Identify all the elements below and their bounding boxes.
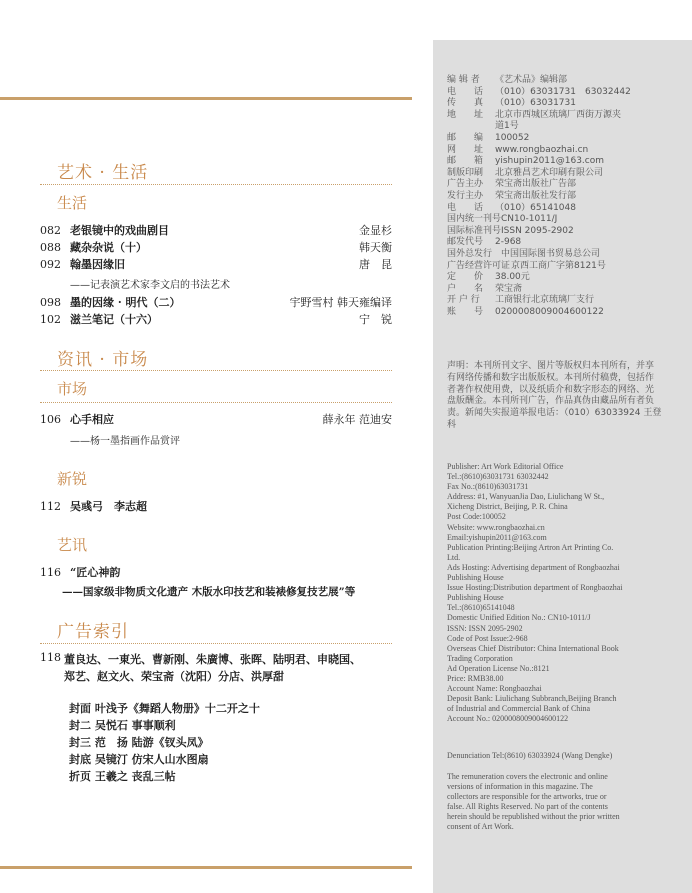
page-number: 082: [40, 224, 61, 237]
dotted-divider: [40, 402, 392, 403]
colophon-row: 编 辑 者 《艺术品》编辑部: [447, 75, 568, 85]
page-number: 106: [40, 413, 61, 426]
subsection-title-new-talent: 新锐: [57, 470, 88, 488]
bottom-gold-rule: [0, 866, 412, 869]
cover-credit: 折页 王羲之 丧乱三帖: [69, 770, 176, 783]
cover-credit: 封二 吴悦石 事事顺利: [69, 719, 176, 732]
colophon-row: 传 真 （010）63031731: [447, 98, 576, 109]
toc-entry[interactable]: [40, 241, 392, 255]
toc-entry[interactable]: [40, 313, 392, 327]
colophon-row: 国外总发行 中国国际图书贸易总公司: [447, 248, 601, 259]
article-author: 宁 锐: [359, 313, 392, 326]
article-title: 吴彧弓 李志超: [70, 500, 147, 513]
top-gold-rule: [0, 97, 412, 100]
article-subtitle: ——记表演艺术家李文启的书法艺术: [70, 280, 230, 291]
article-subtitle: ——国家级非物质文化遗产 木版水印技艺和装裱修复技艺展”等: [62, 586, 356, 598]
colophon-row: 定 价 38.00元: [447, 272, 530, 283]
article-title: 滋兰笔记（十六）: [70, 313, 158, 326]
colophon-row: 道1号: [495, 121, 519, 132]
cover-credit: 封底 吴镜汀 仿宋人山水图扇: [69, 753, 209, 766]
colophon-row: 广告经营许可证京西工商广字第8121号: [447, 260, 606, 271]
advertiser-list-line: 董良达、一東光、曹新刚、朱廣博、张晖、陆明君、申晓国、: [64, 653, 361, 666]
page-number: 116: [40, 566, 61, 579]
article-author: 金显杉: [359, 224, 392, 237]
article-title: 老银镜中的戏曲剧目: [70, 224, 169, 237]
remuneration-notice-en: The remuneration covers the electronic and online versions of information in this magazine. The collectors are responsible for the artworks, true or false. All Rights Reserved. No part of the contents herein should be republished without the prior written consent of Art Work.: [447, 772, 620, 832]
article-title: 心手相应: [70, 413, 114, 426]
toc-entry[interactable]: [40, 413, 392, 427]
toc-entry[interactable]: [40, 224, 392, 238]
article-author: 唐 昆: [359, 258, 392, 271]
article-author: 韩天衡: [359, 241, 392, 254]
page-number: 092: [40, 258, 61, 271]
dotted-divider: [40, 370, 392, 371]
toc-entry[interactable]: [40, 258, 392, 272]
colophon-row: 国际标准刊号ISSN 2095-2902: [447, 225, 574, 236]
colophon-row: 地 址 北京市西城区琉璃厂西街万源夹: [447, 109, 622, 120]
colophon-row: 邮 箱 yishupin2011@163.com: [447, 156, 605, 167]
article-title: 藏杂杂说（十）: [70, 241, 147, 254]
article-author: 宇野雪村 韩天雍编译: [289, 296, 392, 309]
en-colophon: Publisher: Art Work Editorial Office Tel.:(8610)63031731 63032442 Fax No.:(8610)63031731 Address: #1, WanyuanJia Dao, Liulichang W St., Xicheng District, Beijing, P. R. China Post Code:100052 Website: www.rongbaozhai.cn Email:yishupin2011@163.com Publication Printing:Beijing Artron Art Printing Co. Ltd. Ads Hosting: Advertising department of Rongbaozhai Publishing House Issue Hosting:Distribution department of Rongbaozhai Publishing House Tel.:(8610)65141048 Domestic Unified Edition No.: CN10-1011/J ISSN: ISSN 2095-2902 Code of Post Issue:2-968 Overseas Chief Distributor: China International Book Trading Corporation Ad Operation License No.:8121 Price: RMB38.00 Account Name: Rongbaozhai Deposit Bank: Liulichang Subbranch,Beijing Branch of Industrial and Commercial Bank of China Account No.: 0200008009004600122: [447, 462, 623, 724]
subsection-title-market: 市场: [57, 380, 88, 398]
colophon-row: 户 名 荣宝斋: [447, 283, 523, 294]
copyright-notice-cn: 声明：本刊所刊文字、图片等版权归本刊所有，并享有网络传播和数字出版版权。本刊所付稿费，包括作者著作权使用费，以及纸质介和数字形态的网络、光盘版酬金。本刊所刊广告，作品真伪由藏品所有者负责。新闻失实报道举报电话：（010）63033924 王登科: [447, 361, 662, 430]
article-title: 翰墨因缘旧: [70, 258, 125, 271]
article-title: “匠心神韵: [70, 566, 121, 579]
colophon-row: 电 话 （010）63031731 63032442: [447, 86, 631, 97]
colophon-row: 账 号 0200008009004600122: [447, 306, 604, 317]
cn-colophon: [447, 75, 631, 318]
subsection-title-art-news: 艺讯: [57, 536, 88, 554]
cover-credit: 封三 范 扬 陆游《钗头凤》: [69, 736, 209, 749]
toc-entry[interactable]: [40, 500, 392, 514]
cover-credit: 封面 叶浅予《舞蹈人物册》十二开之十: [69, 702, 260, 715]
advertiser-list-line: 郑艺、赵文火、荣宝斋（沈阳）分店、洪厚甜: [64, 670, 284, 683]
colophon-row: 网 址 www.rongbaozhai.cn: [447, 144, 589, 155]
page-number: 088: [40, 241, 61, 254]
section-title-art-life: 艺术 · 生活: [57, 163, 149, 183]
article-title: 墨的因缘 · 明代（二）: [70, 296, 181, 309]
colophon-row: 国内统一刊号CN10-1011/J: [447, 214, 558, 225]
colophon-row: 电 话 （010）65141048: [447, 202, 576, 213]
colophon-row: 广告主办 荣宝斋出版社广告部: [447, 179, 577, 190]
page-number: 118: [40, 651, 61, 664]
dotted-divider: [40, 643, 392, 644]
toc-entry[interactable]: [40, 566, 392, 580]
page-number: 098: [40, 296, 61, 309]
colophon-row: 邮发代号 2-968: [447, 237, 522, 248]
dotted-divider: [40, 184, 392, 185]
colophon-row: 发行主办 荣宝斋出版社发行部: [447, 190, 577, 201]
toc-entry[interactable]: [40, 296, 392, 310]
colophon-row: 开 户 行 工商银行北京琉璃厂支行: [447, 295, 595, 306]
subsection-title-life: 生活: [57, 194, 88, 212]
colophon-row: 制版印刷 北京雅昌艺术印刷有限公司: [447, 167, 604, 178]
page-number: 112: [40, 500, 61, 513]
page-number: 102: [40, 313, 61, 326]
article-author: 薛永年 范迪安: [322, 413, 392, 426]
article-subtitle: ——杨一墨指画作品赏评: [70, 436, 180, 447]
section-title-info-market: 资讯 · 市场: [57, 350, 149, 370]
denunciation-tel: Denunciation Tel:(8610) 63033924 (Wang Dengke): [447, 751, 613, 760]
section-title-ad-index: 广告索引: [57, 622, 129, 642]
colophon-row: 邮 编 100052: [447, 132, 530, 143]
